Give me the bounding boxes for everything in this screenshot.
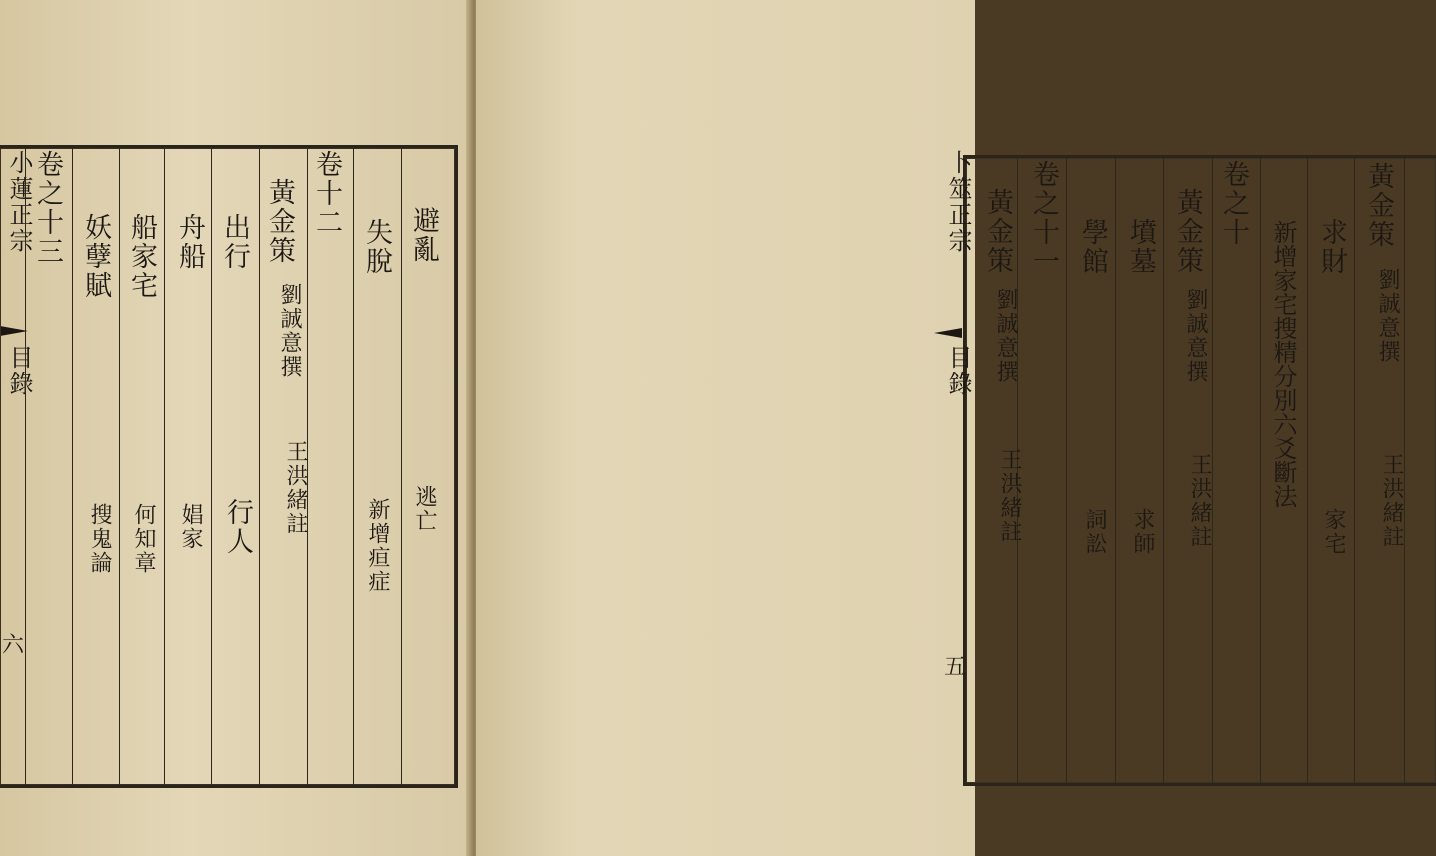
right-col-5-author: 劉誠意撰 xyxy=(1183,288,1208,384)
left-col-5-main: 出行 xyxy=(219,213,250,271)
right-col-5-annotator: 王洪緒註 xyxy=(1187,453,1212,549)
left-col-8-main: 妖孽賦 xyxy=(80,213,111,300)
left-col-4-main: 黃金策 xyxy=(264,178,295,265)
right-col-1-annotator: 王洪緒註 xyxy=(1379,453,1404,549)
left-col-1-sub: 逃亡 xyxy=(412,485,437,533)
left-section-label: 目錄 xyxy=(5,345,33,397)
right-col-7-main: 學館 xyxy=(1077,218,1108,276)
right-col-3-main: 新增家宅搜精分別六爻斷法 xyxy=(1269,220,1297,508)
right-col-6-sub: 求師 xyxy=(1130,508,1155,556)
left-col-4-author: 劉誠意撰 xyxy=(277,283,302,379)
right-col-1-author: 劉誠意撰 xyxy=(1375,268,1400,364)
left-col-7-main: 船家宅 xyxy=(126,213,157,300)
right-col-9-main: 黃金策 xyxy=(982,188,1013,275)
left-running-title: 小蓮正宗 xyxy=(5,150,33,254)
left-col-4-annotator: 王洪緒註 xyxy=(283,440,308,536)
fish-tail-mark-icon xyxy=(934,328,962,338)
right-col-8-main: 卷之十一 xyxy=(1028,160,1059,276)
left-col-2-main: 失脫 xyxy=(361,218,392,276)
left-text-frame xyxy=(0,145,458,788)
left-page xyxy=(0,0,472,856)
right-col-2-main: 求財 xyxy=(1316,218,1347,276)
right-col-7-sub: 詞訟 xyxy=(1082,508,1107,556)
right-col-9-annotator: 王洪緒註 xyxy=(997,448,1022,544)
right-col-9-author: 劉誠意撰 xyxy=(993,288,1018,384)
right-running-title: 卜筮正宗 xyxy=(944,150,972,254)
left-col-6-main: 舟船 xyxy=(174,213,205,271)
left-page-number: 六 xyxy=(2,633,25,658)
left-col-8-sub: 搜鬼論 xyxy=(87,503,112,575)
right-col-6-main: 墳墓 xyxy=(1125,218,1156,276)
left-col-2-sub: 新增疸症 xyxy=(365,498,390,594)
left-col-3-main: 卷十二 xyxy=(311,150,342,237)
right-col-5-main: 黃金策 xyxy=(1172,188,1203,275)
right-col-2-sub: 家宅 xyxy=(1321,508,1346,556)
right-col-4-main: 卷之十 xyxy=(1218,160,1249,247)
left-col-6-sub: 娼家 xyxy=(178,503,203,551)
right-page-number: 五 xyxy=(944,655,967,680)
right-page xyxy=(476,0,1404,856)
right-text-frame xyxy=(963,155,1436,786)
left-col-1-main: 避亂 xyxy=(408,206,439,264)
right-col-1-main: 黃金策 xyxy=(1363,162,1394,249)
right-section-label: 目錄 xyxy=(944,345,972,397)
left-col-7-sub: 何知章 xyxy=(131,503,156,575)
left-col-5-sub: 行人 xyxy=(222,498,253,556)
left-col-9-main: 卷之十三 xyxy=(32,150,63,266)
